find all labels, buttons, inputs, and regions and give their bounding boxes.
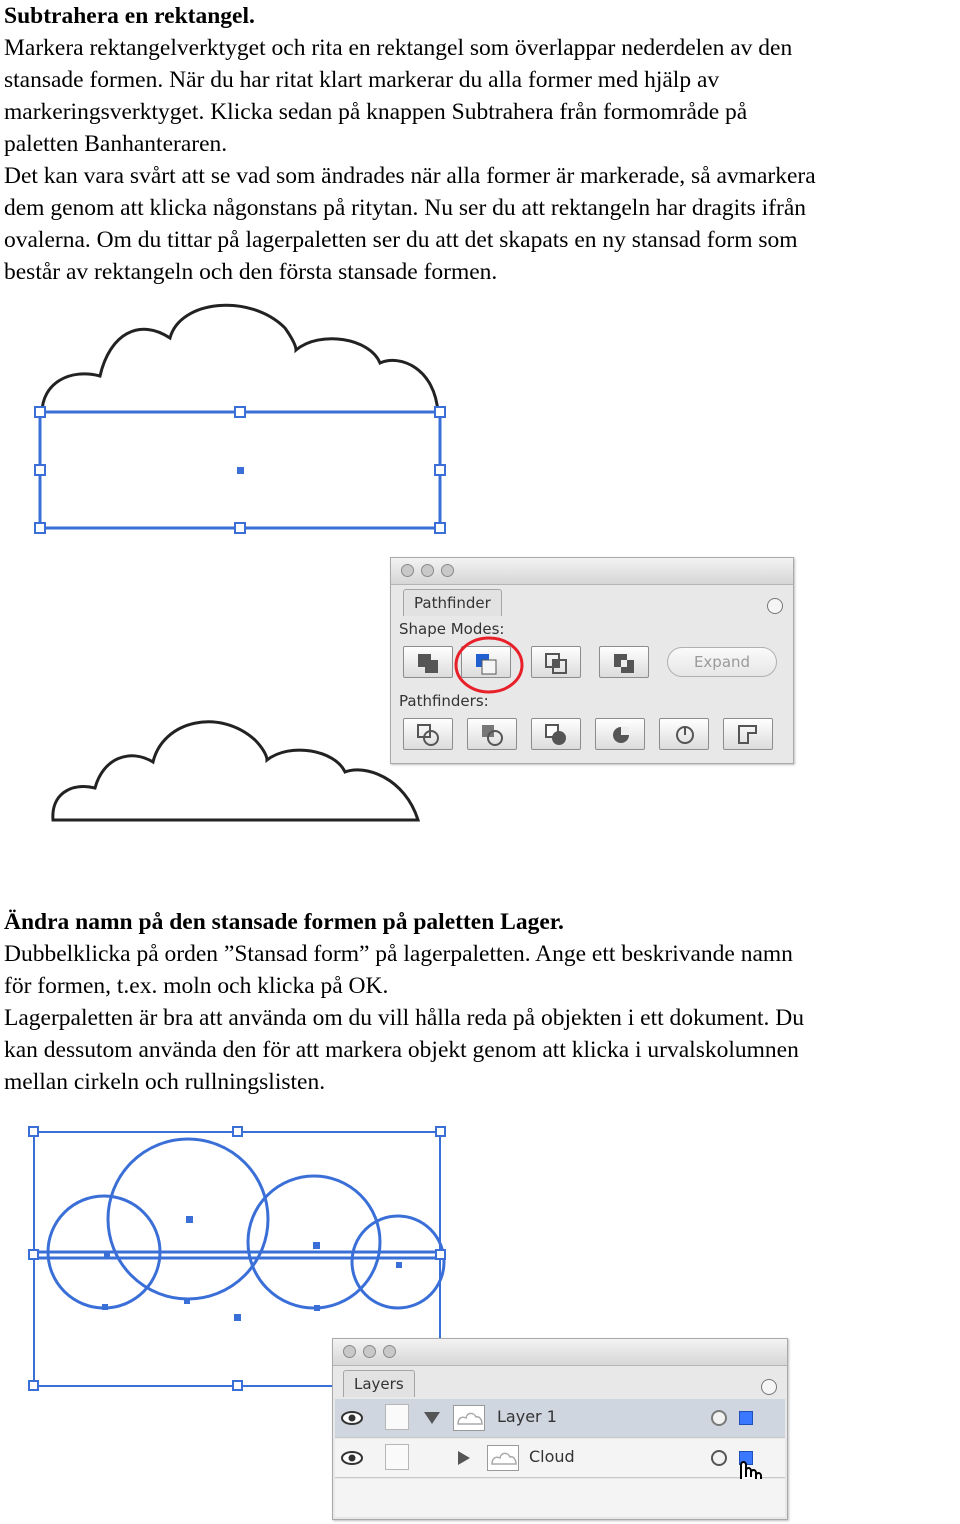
result-cloud-outline [53,722,418,820]
layer-name[interactable]: Layer 1 [497,1407,557,1426]
layers-palette [332,1338,788,1520]
paragraph-line: Lagerpaletten är bra att använda om du vill hålla reda på objekten i ett dokument. Du [4,1005,805,1031]
palette-titlebar [333,1339,787,1366]
cloud-outline [42,305,438,413]
trim-button[interactable] [467,718,517,750]
palette-menu-icon[interactable] [761,1379,777,1395]
collapsed-triangle-icon[interactable] [457,1450,471,1466]
exclude-overlap-button[interactable] [599,646,649,678]
close-icon[interactable] [401,564,414,577]
paragraph-line: för formen, t.ex. moln och klicka på OK. [4,973,389,999]
lock-toggle[interactable] [385,1444,409,1470]
eye-icon[interactable] [339,1405,365,1431]
paragraph-line: Det kan vara svårt att se vad som ändrades när alla former är markerade, så avmarkera [4,163,816,189]
shape-modes-label: Shape Modes: [399,620,505,638]
paragraph-line: stansade formen. När du har ritat klart markerar du alla former med hjälp av [4,67,720,93]
result-cloud-figure [45,690,435,830]
layers-empty-area [335,1479,785,1517]
section-2-heading: Ändra namn på den stansade formen på paletten Lager. [4,909,564,935]
object-name[interactable]: Cloud [529,1447,575,1466]
paragraph-line: mellan cirkeln och rullningslisten. [4,1069,326,1095]
center-point [237,467,244,474]
crop-button[interactable] [595,718,645,750]
intersect-shape-button[interactable] [531,646,581,678]
paragraph-line: består av rektangeln och den första stansade formen. [4,259,498,285]
tab-pathfinder[interactable]: Pathfinder [403,589,502,616]
paragraph-line: ovalerna. Om du tittar på lagerpaletten ser du att det skapats en ny stansad form som [4,227,798,253]
paragraph-line: kan dessutom använda den för att markera objekt genom att klicka i urvalskolumnen [4,1037,799,1063]
paragraph-line: Markera rektangelverktyget och rita en rektangel som överlappar nederdelen av den [4,35,793,61]
merge-button[interactable] [531,718,581,750]
close-icon[interactable] [343,1345,356,1358]
expand-button[interactable]: Expand [667,647,777,677]
palette-titlebar [391,558,793,585]
tab-layers[interactable]: Layers [343,1370,415,1397]
zoom-icon[interactable] [441,564,454,577]
layer-thumbnail [453,1405,485,1431]
minus-back-button[interactable] [723,718,773,750]
palette-menu-icon[interactable] [767,598,783,614]
layer-row[interactable] [335,1399,785,1438]
lock-toggle[interactable] [385,1404,409,1430]
section-2-text [4,906,960,1098]
expand-triangle-icon[interactable] [423,1411,441,1425]
section-1-heading: Subtrahera en rektangel. [4,3,255,29]
minimize-icon[interactable] [363,1345,376,1358]
target-circle-icon[interactable] [711,1450,727,1466]
pathfinder-palette [390,557,794,764]
highlight-circle [451,634,527,696]
object-thumbnail [487,1445,519,1471]
paragraph-line: dem genom att klicka någonstans på ritytan. Nu ser du att rektangeln har dragits ifrån [4,195,807,221]
pathfinders-label: Pathfinders: [399,692,489,710]
paragraph-line: Dubbelklicka på orden ”Stansad form” på lagerpaletten. Ange ett beskrivande namn [4,941,793,967]
minimize-icon[interactable] [421,564,434,577]
sublayer-row[interactable] [335,1439,785,1478]
paragraph-line: paletten Banhanteraren. [4,131,228,157]
eye-icon[interactable] [339,1445,365,1471]
outline-button[interactable] [659,718,709,750]
zoom-icon[interactable] [383,1345,396,1358]
selection-square[interactable] [739,1411,753,1425]
cloud-with-rectangle-figure [30,288,460,538]
target-circle-icon[interactable] [711,1410,727,1426]
add-to-shape-button[interactable] [403,646,453,678]
section-1-text [4,0,960,288]
cloud-circles [48,1139,444,1308]
paragraph-line: markeringsverktyget. Klicka sedan på knappen Subtrahera från formområde på [4,99,748,125]
